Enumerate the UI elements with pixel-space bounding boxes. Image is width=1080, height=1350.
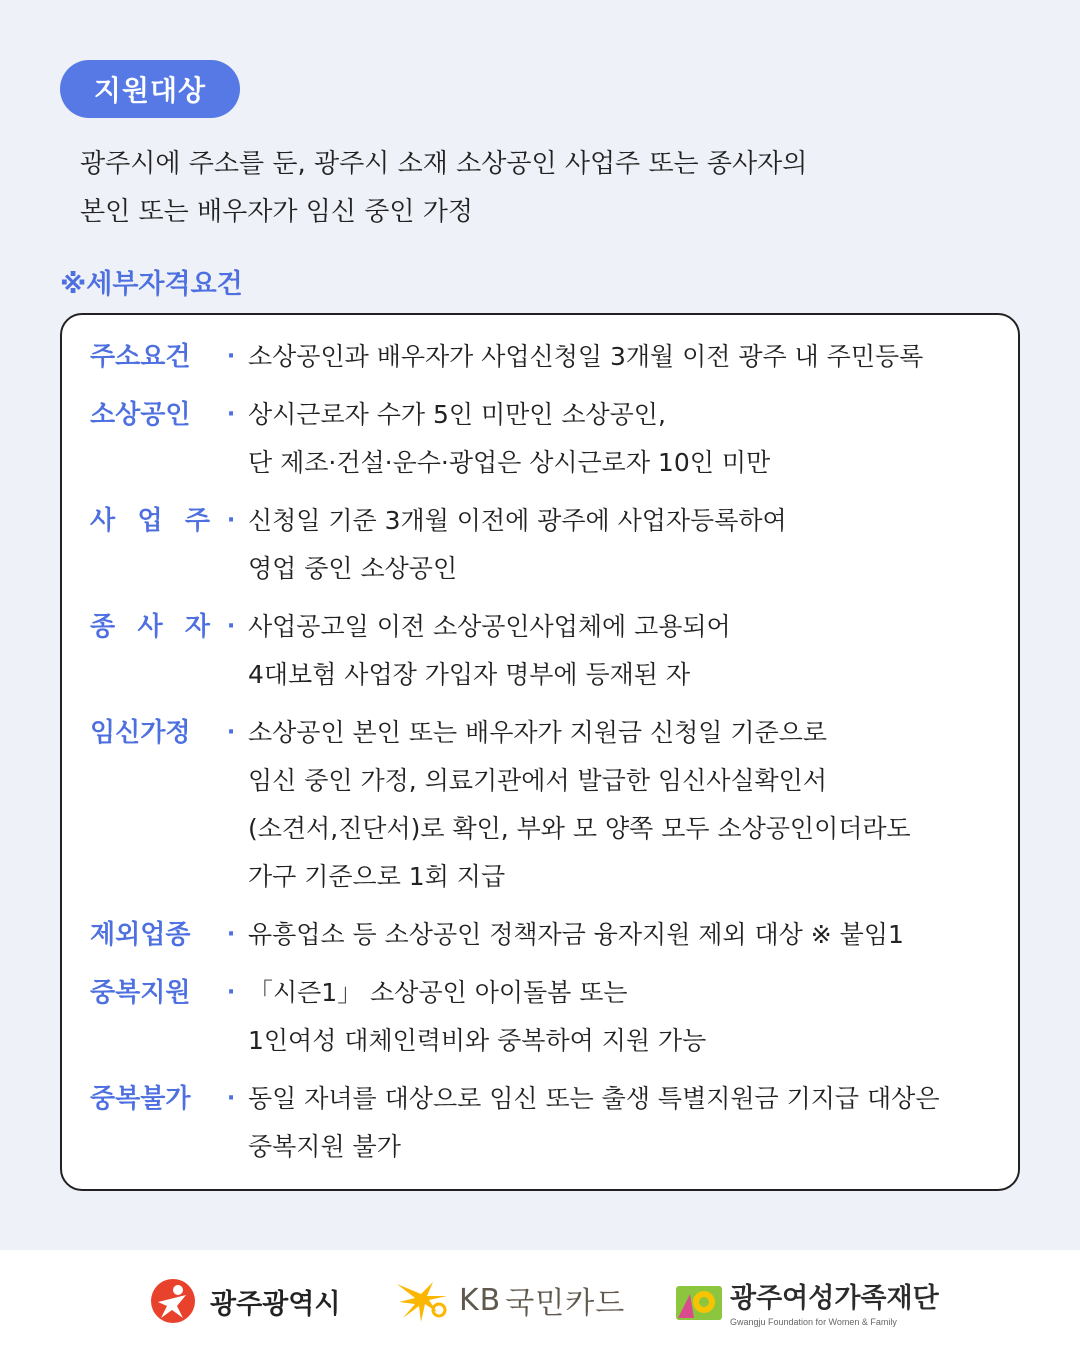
criteria-line: 신청일 기준 3개월 이전에 광주에 사업자등록하여 (248, 506, 787, 535)
intro-text (80, 140, 807, 236)
criteria-line: 가구 기준으로 1회 지급 (248, 862, 506, 891)
criteria-row-excluded (90, 911, 904, 959)
criteria-line: 유흥업소 등 소상공인 정책자금 융자지원 제외 대상 ※ 붙임1 (248, 920, 904, 949)
bullet-dot: · (226, 980, 236, 1005)
criteria-label: 사 업 주 (90, 506, 210, 536)
criteria-label: 임신가정 (90, 718, 191, 748)
criteria-label: 중복불가 (90, 1084, 191, 1114)
criteria-line: 「시즌1」 소상공인 아이돌봄 또는 (248, 978, 628, 1007)
criteria-line: 동일 자녀를 대상으로 임신 또는 출생 특별지원금 기지급 대상은 (248, 1084, 940, 1113)
gwangju-city-name: 광주광역시 (210, 1288, 341, 1320)
criteria-label: 종 사 자 (90, 612, 210, 642)
bullet-dot: · (226, 508, 236, 533)
criteria-row-duplicate-denied (90, 1075, 939, 1171)
intro-line-1: 광주시에 주소를 둔, 광주시 소재 소상공인 사업주 또는 종사자의 (80, 149, 808, 179)
intro-line-2: 본인 또는 배우자가 임신 중인 가정 (80, 197, 473, 227)
criteria-row-duplicate-allowed (90, 969, 706, 1065)
bullet-dot: · (226, 344, 236, 369)
footer-logos (0, 1250, 1080, 1350)
criteria-row-employee (90, 603, 731, 699)
detail-requirements-title: ※세부자격요건 (60, 269, 243, 300)
bullet-dot: · (226, 1086, 236, 1111)
requirements-card (60, 313, 1020, 1191)
criteria-label: 소상공인 (90, 400, 191, 430)
foundation-name: 광주여성가족재단 (730, 1283, 939, 1314)
criteria-line: 사업공고일 이전 소상공인사업체에 고용되어 (248, 612, 731, 641)
kb-latin-text: KB (459, 1282, 502, 1318)
kb-korean-text: 국민카드 (505, 1286, 626, 1321)
criteria-label: 제외업종 (90, 920, 191, 950)
criteria-line: 영업 중인 소상공인 (248, 554, 458, 583)
criteria-row-address (90, 333, 923, 381)
criteria-label: 중복지원 (90, 978, 191, 1008)
bullet-dot: · (226, 922, 236, 947)
target-badge: 지원대상 (60, 60, 240, 118)
gwangju-city-logo (150, 1278, 340, 1324)
foundation-logo (676, 1276, 939, 1327)
criteria-row-small-business (90, 391, 770, 487)
bullet-dot: · (226, 720, 236, 745)
gwangju-emblem-icon (150, 1278, 196, 1324)
criteria-line: (소견서,진단서)로 확인, 부와 모 양쪽 모두 소상공인이더라도 (248, 814, 911, 843)
criteria-line: 중복지원 불가 (248, 1132, 401, 1161)
foundation-emblem-icon (676, 1280, 724, 1324)
criteria-line: 상시근로자 수가 5인 미만인 소상공인, (248, 400, 666, 429)
foundation-english-name: Gwangju Foundation for Women & Family (730, 1317, 897, 1327)
criteria-row-owner (90, 497, 787, 593)
bullet-dot: · (226, 402, 236, 427)
criteria-line: 소상공인 본인 또는 배우자가 지원금 신청일 기준으로 (248, 718, 827, 747)
criteria-line: 임신 중인 가정, 의료기관에서 발급한 임신사실확인서 (248, 766, 827, 795)
criteria-line: 소상공인과 배우자가 사업신청일 3개월 이전 광주 내 주민등록 (248, 342, 924, 371)
kb-card-logo (393, 1278, 625, 1322)
criteria-line: 1인여성 대체인력비와 중복하여 지원 가능 (248, 1026, 707, 1055)
criteria-line: 단 제조·건설·운수·광업은 상시근로자 10인 미만 (248, 448, 771, 477)
criteria-row-pregnancy (90, 709, 911, 901)
kb-star-icon (393, 1278, 451, 1322)
criteria-label: 주소요건 (90, 342, 191, 372)
criteria-line: 4대보험 사업장 가입자 명부에 등재된 자 (248, 660, 691, 689)
bullet-dot: · (226, 614, 236, 639)
